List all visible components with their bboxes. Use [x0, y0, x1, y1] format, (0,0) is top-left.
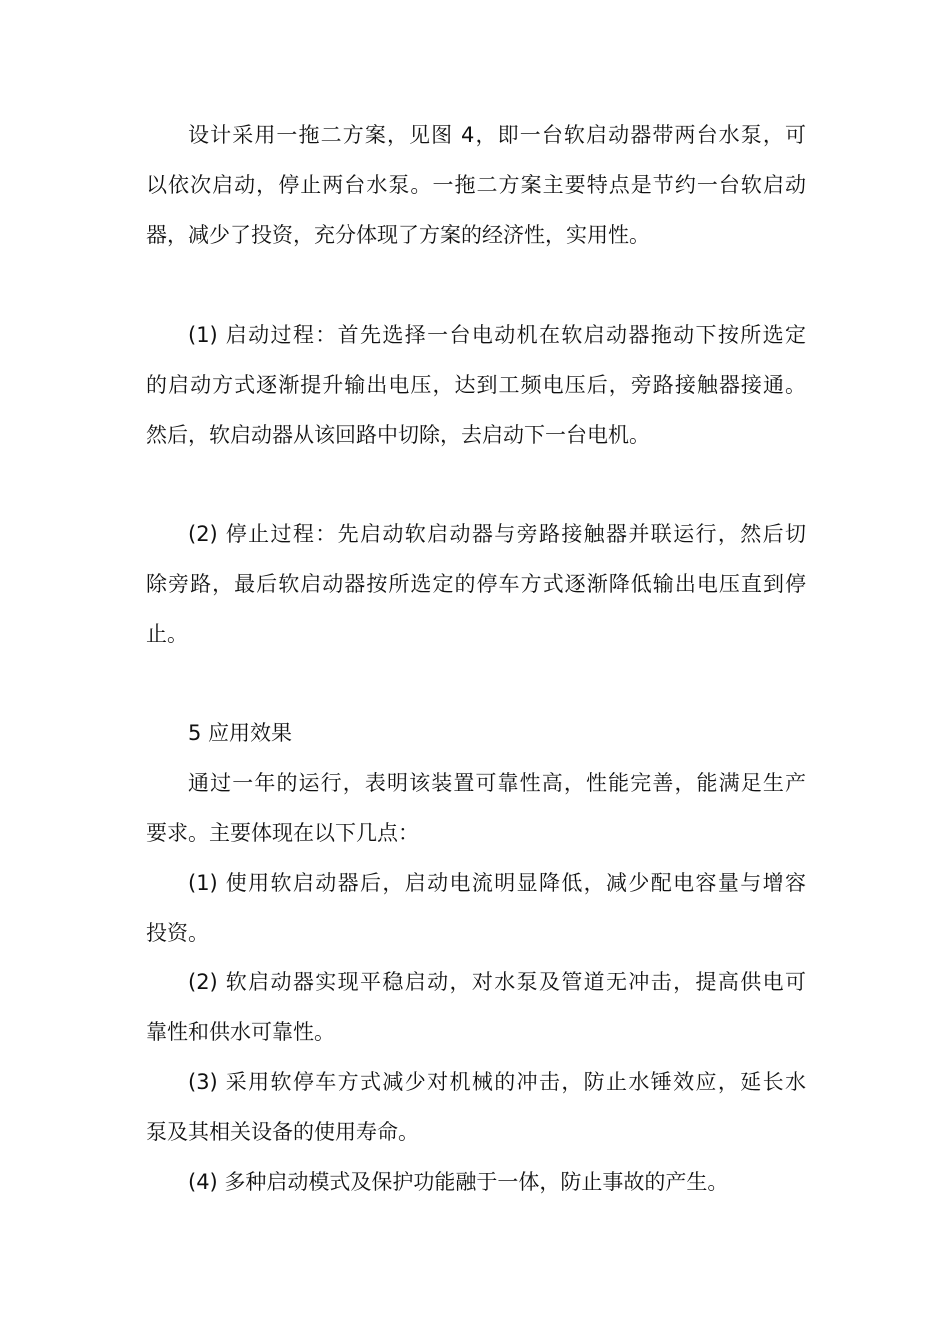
text-line: (4) 多种启动模式及保护功能融于一体，防止事故的产生。	[188, 1170, 729, 1194]
text-line: (1) 启动过程：首先选择一台电动机在软启动器拖动下按所选定	[188, 323, 806, 347]
text-line: 器，减少了投资，充分体现了方案的经济性，实用性。	[146, 223, 650, 247]
text-line: 泵及其相关设备的使用寿命。	[146, 1120, 419, 1144]
text-line: 除旁路，最后软启动器按所选定的停车方式逐渐降低输出电压直到停	[146, 572, 806, 596]
text-line: (1) 使用软启动器后，启动电流明显降低，减少配电容量与增容	[188, 871, 806, 895]
text-line: (2) 停止过程：先启动软启动器与旁路接触器并联运行，然后切	[188, 522, 806, 546]
text-line: 的启动方式逐渐提升输出电压，达到工频电压后，旁路接触器接通。	[146, 373, 806, 397]
text-line: 靠性和供水可靠性。	[146, 1020, 335, 1044]
text-line: 止。	[146, 622, 188, 646]
text-line: 然后，软启动器从该回路中切除，去启动下一台电机。	[146, 423, 650, 447]
text-line: 投资。	[146, 921, 209, 945]
section-heading: 5 应用效果	[188, 721, 293, 745]
text-line: 以依次启动，停止两台水泵。一拖二方案主要特点是节约一台软启动	[146, 173, 806, 197]
text-line: 通过一年的运行，表明该装置可靠性高，性能完善，能满足生产	[188, 771, 806, 795]
text-line: 设计采用一拖二方案，见图 4，即一台软启动器带两台水泵，可	[188, 123, 806, 147]
text-line: (2) 软启动器实现平稳启动，对水泵及管道无冲击，提高供电可	[188, 970, 806, 994]
text-line: (3) 采用软停车方式减少对机械的冲击，防止水锤效应，延长水	[188, 1070, 806, 1094]
text-line: 要求。主要体现在以下几点：	[146, 821, 419, 845]
